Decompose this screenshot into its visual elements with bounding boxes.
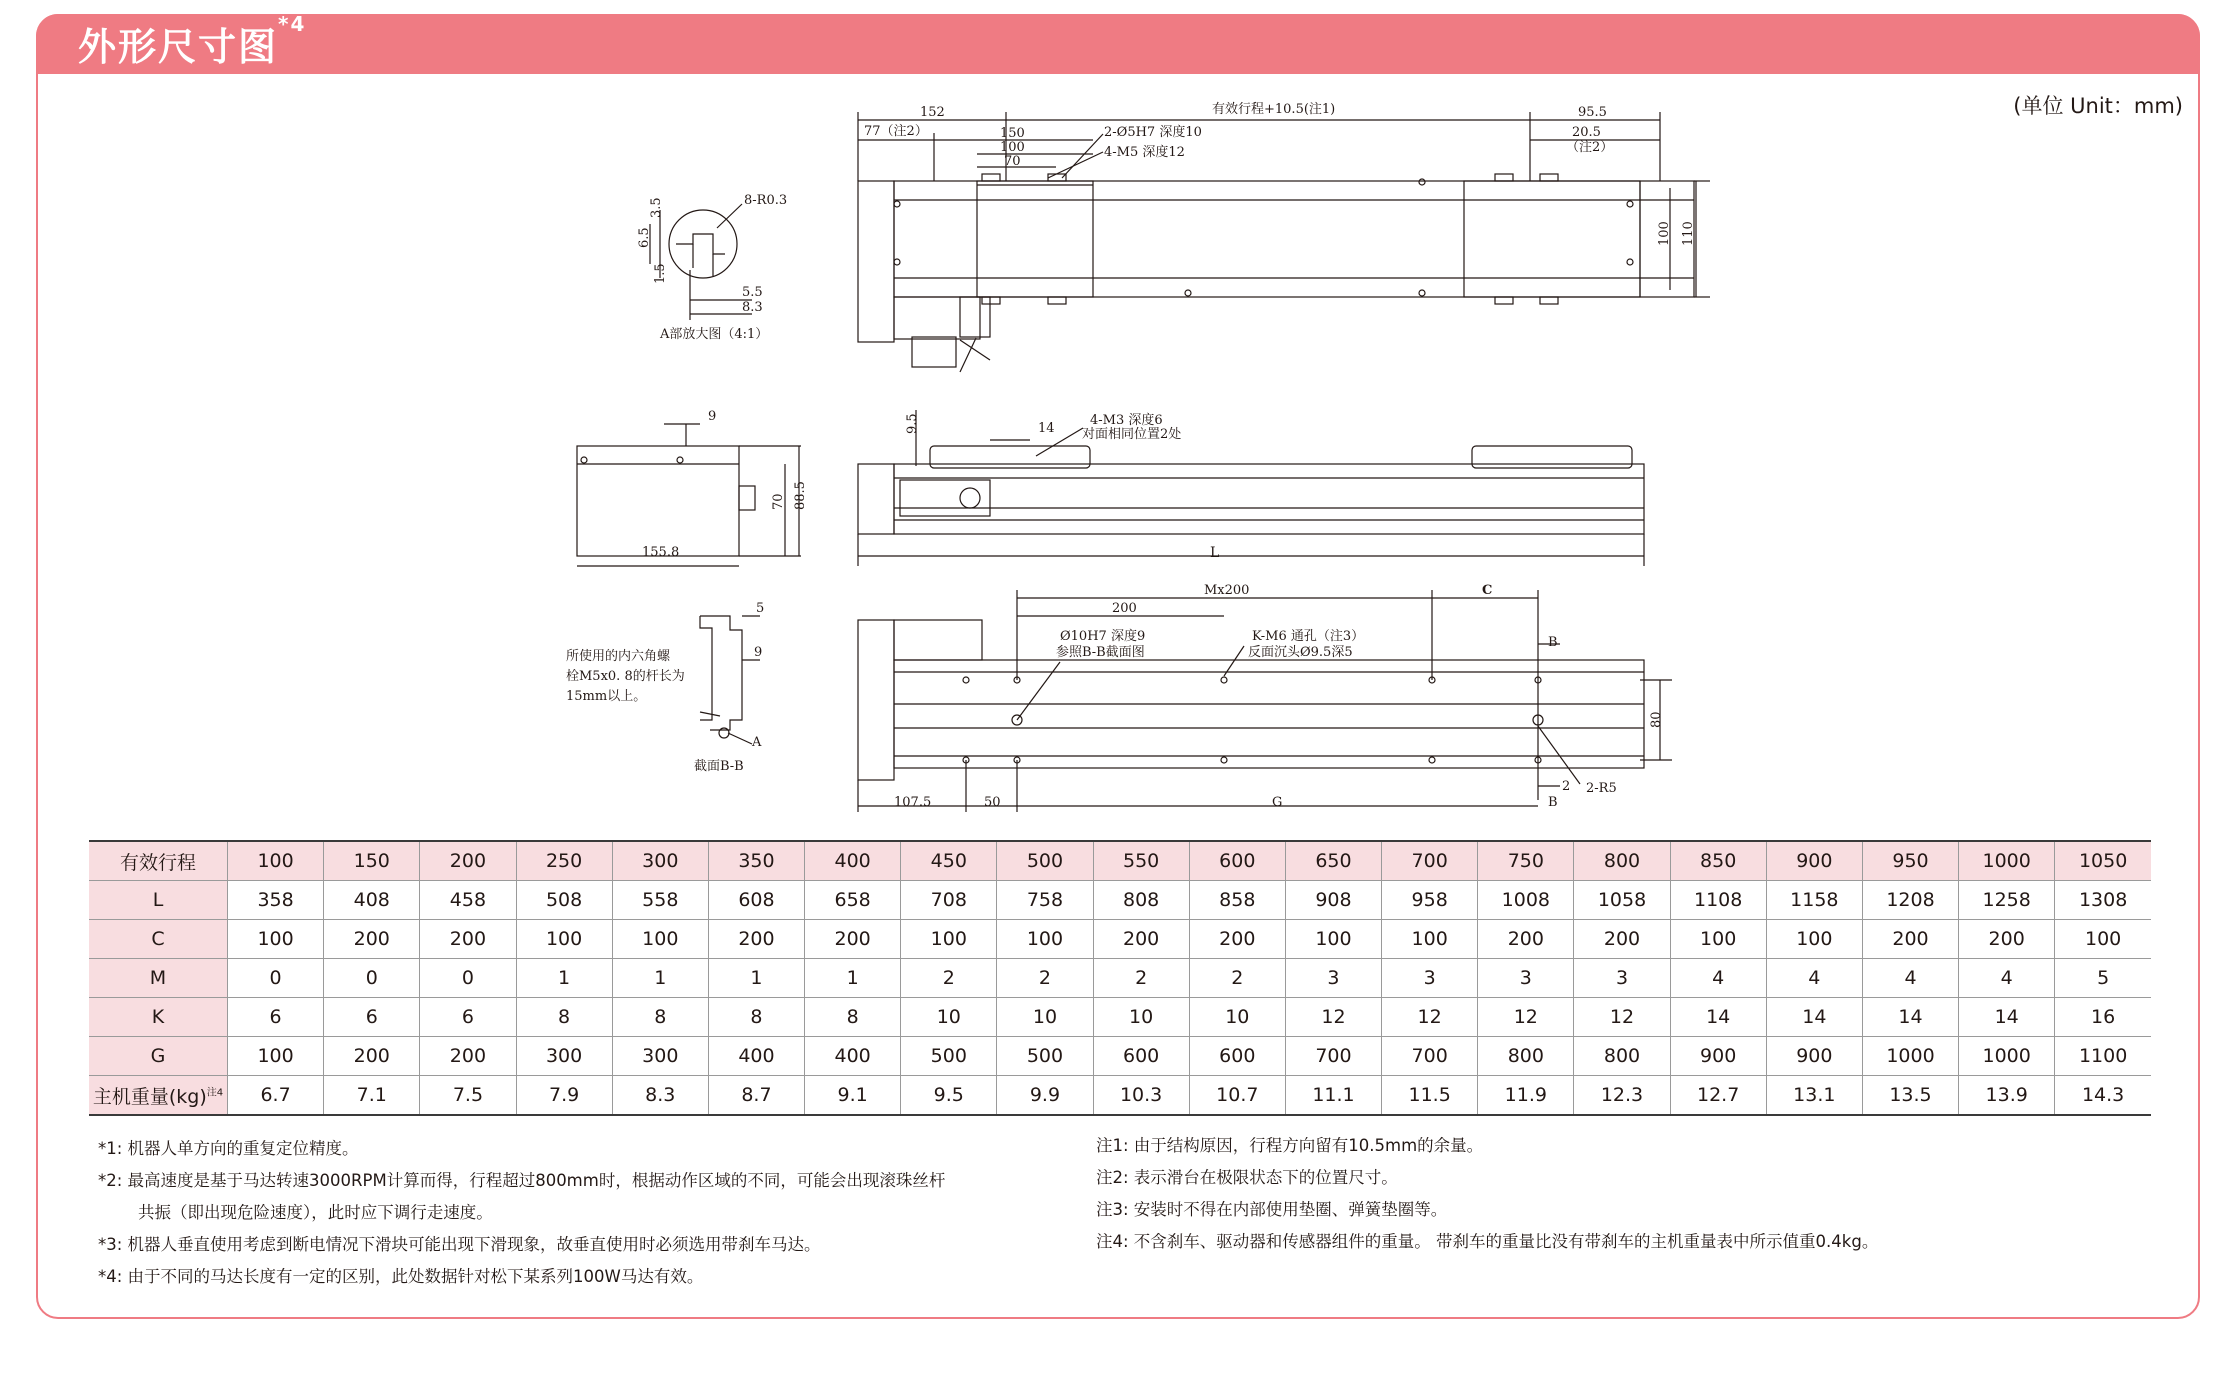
table-cell: 100 [1766,920,1862,959]
table-cell: 100 [2055,920,2151,959]
table-cell: 1000 [1862,1037,1958,1076]
table-cell: 500 [997,841,1093,881]
table-cell: 450 [901,841,997,881]
table-cell: 700 [1285,1037,1381,1076]
table-cell: 900 [1766,1037,1862,1076]
table-cell: 13.9 [1959,1076,2055,1116]
notes-left [98,1133,1058,1293]
row-label-text: 主机重量(kg) [92,1085,207,1108]
table-cell: 12 [1574,998,1670,1037]
table-cell: 100 [612,920,708,959]
table-cell: 7.1 [324,1076,420,1116]
dim-110-vertical: 110 [1681,221,1696,246]
dim-5-5: 5.5 [742,285,763,300]
table-cell: 0 [420,959,516,998]
table-cell: 9.9 [997,1076,1093,1116]
table-cell: 4 [1862,959,1958,998]
table-cell: 14 [1670,998,1766,1037]
table-cell: 14 [1862,998,1958,1037]
table-cell: 3 [1285,959,1381,998]
table-cell: 200 [420,841,516,881]
table-cell: 600 [1189,841,1285,881]
remark-1: 注1: 由于结构原因，行程方向留有10.5mm的余量。 [1096,1136,1484,1155]
hole-label-2: 4-M5 深度12 [1104,145,1185,160]
table-cell: 200 [805,920,901,959]
table-cell: 800 [1478,1037,1574,1076]
table-cell: 1008 [1478,881,1574,920]
row-label [89,881,228,920]
table-cell: 900 [1670,1037,1766,1076]
row-label [89,920,228,959]
screw-note-2: 栓M5x0. 8的杆长为 [566,669,685,684]
note-2: *2: 最高速度是基于马达转速3000RPM计算而得，行程超过800mm时，根据动作区域的不同，可能会出现滚珠丝杆 [98,1171,946,1190]
table-cell: 4 [1670,959,1766,998]
dim-70: 70 [1004,154,1021,169]
dim-70-end: 70 [771,493,786,510]
dim-1-5: 1.5 [653,263,668,284]
table-cell: 200 [1189,920,1285,959]
table-cell: 800 [1574,1037,1670,1076]
table-cell: 300 [516,1037,612,1076]
table-cell: 500 [901,1037,997,1076]
dim-20-5: 20.5 [1572,125,1601,140]
table-row [89,959,2151,998]
screw-note-1: 所使用的内六角螺 [566,649,671,664]
table-cell: 200 [420,920,516,959]
hole-label-1: 2-Ø5H7 深度10 [1104,125,1202,140]
row-label [89,1076,228,1116]
table-cell: 500 [997,1037,1093,1076]
dim-stroke: 有效行程+10.5(注1) [1212,102,1336,117]
table-cell: 400 [708,1037,804,1076]
detail-caption: A部放大图（4:1） [660,327,769,342]
table-row [89,881,2151,920]
remark-4: 注4: 不含刹车、驱动器和传感器组件的重量。 带刹车的重量比没有带刹车的主机重量表中所示值重0.4kg。 [1096,1232,1879,1251]
table-cell: 200 [420,1037,516,1076]
table-cell: 1258 [1959,881,2055,920]
table-cell: 1100 [2055,1037,2151,1076]
table-cell: 200 [324,920,420,959]
table-cell: 658 [805,881,901,920]
pin-label-2: 参照B-B截面图 [1056,645,1145,660]
table-cell: 358 [228,881,324,920]
table-cell: 12 [1478,998,1574,1037]
table-cell: 200 [1959,920,2055,959]
table-cell: 800 [1574,841,1670,881]
row-label-text: G [150,1045,166,1067]
table-cell: 10 [997,998,1093,1037]
dim-L: L [1210,545,1220,561]
table-cell: 758 [997,881,1093,920]
table-cell: 958 [1382,881,1478,920]
dim-50: 50 [984,795,1001,810]
table-cell: 6.7 [228,1076,324,1116]
table-cell: 12 [1382,998,1478,1037]
table-cell: 100 [1382,920,1478,959]
row-label-text: C [151,928,165,950]
note-1: *1: 机器人单方向的重复定位精度。 [98,1139,359,1158]
table-cell: 5 [2055,959,2151,998]
table-cell: 200 [1574,920,1670,959]
dim-88-5: 88.5 [793,481,808,510]
r5-label: 2-R5 [1586,781,1617,796]
table-cell: 1000 [1959,841,2055,881]
table-cell: 10 [901,998,997,1037]
row-label-text: M [149,967,167,989]
table-cell: 808 [1093,881,1189,920]
dim-152: 152 [920,105,945,120]
row-label-text: K [151,1006,165,1028]
dim-100: 100 [1000,140,1025,155]
table-cell: 100 [228,841,324,881]
unit-note: (单位 Unit：mm) [2013,94,2183,118]
note-3: *3: 机器人垂直使用考虑到断电情况下滑块可能出现下滑现象，故垂直使用时必须选用带刹车马达。 [98,1235,821,1254]
section-caption: 截面B-B [694,759,744,774]
dim-95-5: 95.5 [1578,105,1607,120]
table-cell: 14.3 [2055,1076,2151,1116]
dim-C: C [1482,583,1493,598]
table-cell: 16 [2055,998,2151,1037]
table-cell: 2 [1093,959,1189,998]
section-bb [700,616,763,744]
table-cell: 100 [228,920,324,959]
table-cell: 14 [1959,998,2055,1037]
table-cell: 1058 [1574,881,1670,920]
note-2-label: （注2） [1566,140,1614,155]
row-label [89,841,228,881]
table-cell: 8 [805,998,901,1037]
table-cell: 900 [1766,841,1862,881]
detail-r-label: 8-R0.3 [744,193,788,208]
table-cell: 1000 [1959,1037,2055,1076]
table-cell: 200 [1093,920,1189,959]
bottom-view [858,590,1672,812]
table-cell: 10 [1093,998,1189,1037]
table-cell: 13.5 [1862,1076,1958,1116]
table-cell: 100 [1285,920,1381,959]
side-view [858,410,1644,566]
table-cell: 1158 [1766,881,1862,920]
row-label-text: 有效行程 [119,851,196,874]
table-cell: 10.7 [1189,1076,1285,1116]
table-cell: 11.1 [1285,1076,1381,1116]
dim-200-bottom: 200 [1112,601,1137,616]
row-label [89,998,228,1037]
dim-9-5: 9.5 [905,413,920,434]
dim-mx200: Mx200 [1204,583,1250,598]
pin-label-1: Ø10H7 深度9 [1060,629,1146,644]
table-cell: 0 [324,959,420,998]
row-label-text: L [152,889,164,911]
dim-6-5: 6.5 [637,227,652,248]
notes-right [1096,1130,2156,1258]
table-cell: 600 [1189,1037,1285,1076]
label-A: A [752,735,762,750]
dim-3-5: 3.5 [649,197,664,218]
table-row [89,920,2151,959]
table-cell: 200 [1862,920,1958,959]
table-cell: 1208 [1862,881,1958,920]
table-cell: 8.3 [612,1076,708,1116]
screw-note-3: 15mm以上。 [566,689,647,704]
dim-107-5: 107.5 [894,795,932,810]
table-cell: 100 [1670,920,1766,959]
table-cell: 950 [1862,841,1958,881]
label-B-top: B [1548,635,1558,650]
k-label-2: 反面沉头Ø9.5深5 [1248,645,1353,660]
dim-155-8: 155.8 [642,545,680,560]
table-cell: 150 [324,841,420,881]
table-cell: 8 [516,998,612,1037]
table-cell: 13.1 [1766,1076,1862,1116]
table-cell: 7.5 [420,1076,516,1116]
table-cell: 408 [324,881,420,920]
table-cell: 1 [612,959,708,998]
table-cell: 550 [1093,841,1189,881]
table-cell: 100 [901,920,997,959]
table-cell: 8 [708,998,804,1037]
title-footnote-mark: *4 [278,12,307,36]
end-view [577,424,801,566]
table-cell: 400 [805,841,901,881]
table-cell: 6 [228,998,324,1037]
detail-a [650,204,752,320]
spec-table [89,840,2151,1116]
table-cell: 600 [1093,1037,1189,1076]
table-row [89,1037,2151,1076]
table-cell: 2 [1189,959,1285,998]
table-cell: 750 [1478,841,1574,881]
table-cell: 2 [901,959,997,998]
table-cell: 8 [612,998,708,1037]
table-cell: 6 [420,998,516,1037]
table-cell: 4 [1766,959,1862,998]
table-cell: 200 [708,920,804,959]
table-cell: 1050 [2055,841,2151,881]
table-cell: 200 [1478,920,1574,959]
table-cell: 11.9 [1478,1076,1574,1116]
note-4: *4: 由于不同的马达长度有一定的区别，此处数据针对松下某系列100W马达有效。 [98,1267,704,1286]
remark-3: 注3: 安装时不得在内部使用垫圈、弹簧垫圈等。 [1096,1200,1448,1219]
spec-table-body [89,841,2151,1115]
dim-77: 77（注2） [864,124,928,139]
dim-14: 14 [1038,421,1055,436]
table-cell: 858 [1189,881,1285,920]
dim-100-vertical: 100 [1657,221,1672,246]
table-cell: 708 [901,881,997,920]
table-cell: 10.3 [1093,1076,1189,1116]
table-cell: 6 [324,998,420,1037]
row-label [89,959,228,998]
table-cell: 12.7 [1670,1076,1766,1116]
table-row [89,841,2151,881]
table-cell: 1 [516,959,612,998]
table-cell: 558 [612,881,708,920]
table-cell: 100 [516,920,612,959]
table-row [89,998,2151,1037]
table-cell: 11.5 [1382,1076,1478,1116]
label-B-bottom: B [1548,795,1558,810]
m3-label-1: 4-M3 深度6 [1090,413,1163,428]
page-title: 外形尺寸图$^{*4}$ [78,12,307,69]
table-cell: 700 [1382,1037,1478,1076]
k-label-1: K-M6 通孔（注3） [1252,629,1365,644]
table-cell: 1308 [2055,881,2151,920]
row-label [89,1037,228,1076]
dim-9-end: 9 [708,409,717,424]
table-cell: 300 [612,1037,708,1076]
table-cell: 908 [1285,881,1381,920]
dim-150: 150 [1000,126,1025,141]
table-cell: 0 [228,959,324,998]
dim-80: 80 [1649,711,1664,728]
table-cell: 650 [1285,841,1381,881]
table-cell: 458 [420,881,516,920]
remark-2: 注2: 表示滑台在极限状态下的位置尺寸。 [1096,1168,1398,1187]
table-cell: 508 [516,881,612,920]
table-cell: 1 [805,959,901,998]
m3-label-2: 对面相同位置2处 [1082,427,1182,442]
table-cell: 12 [1285,998,1381,1037]
table-cell: 100 [228,1037,324,1076]
table-cell: 608 [708,881,804,920]
table-cell: 200 [324,1037,420,1076]
dim-G: G [1272,795,1283,810]
note-2-continued: 共振（即出现危险速度），此时应下调行走速度。 [138,1203,493,1222]
table-row [89,1076,2151,1116]
table-cell: 10 [1189,998,1285,1037]
table-cell: 700 [1382,841,1478,881]
table-cell: 400 [805,1037,901,1076]
table-cell: 850 [1670,841,1766,881]
dim-2: 2 [1562,779,1571,794]
table-cell: 100 [997,920,1093,959]
table-cell: 3 [1574,959,1670,998]
table-cell: 350 [708,841,804,881]
table-cell: 3 [1478,959,1574,998]
table-cell: 7.9 [516,1076,612,1116]
table-cell: 250 [516,841,612,881]
dim-9-section: 9 [754,645,763,660]
dim-8-3: 8.3 [742,300,763,315]
table-cell: 12.3 [1574,1076,1670,1116]
row-label-footnote: 注4 [206,1087,224,1099]
table-cell: 8.7 [708,1076,804,1116]
table-cell: 1 [708,959,804,998]
table-cell: 1108 [1670,881,1766,920]
table-cell: 14 [1766,998,1862,1037]
table-cell: 4 [1959,959,2055,998]
table-cell: 3 [1382,959,1478,998]
table-cell: 9.5 [901,1076,997,1116]
dim-5-section: 5 [756,601,765,616]
table-cell: 9.1 [805,1076,901,1116]
table-cell: 2 [997,959,1093,998]
table-cell: 300 [612,841,708,881]
